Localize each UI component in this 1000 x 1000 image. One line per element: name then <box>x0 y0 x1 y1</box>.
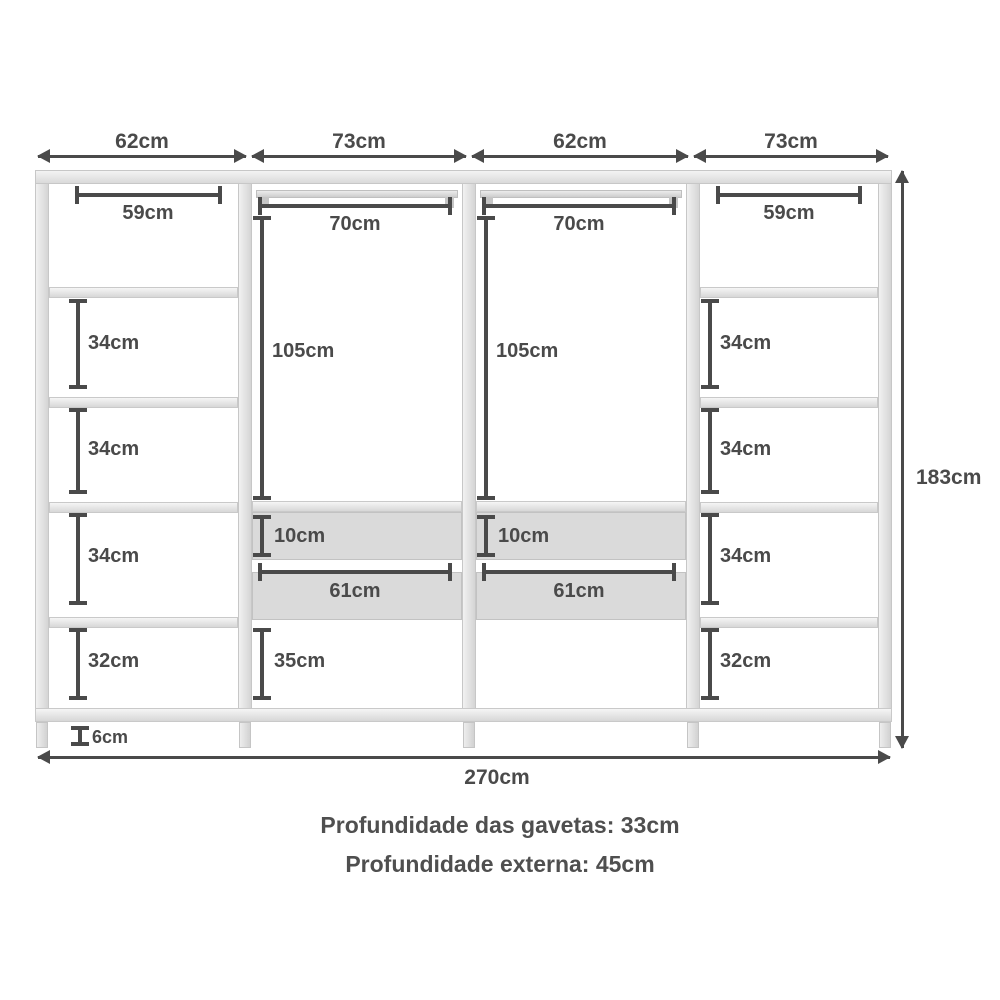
dim-bar-col1-gap4 <box>76 628 80 700</box>
dim-bar-col4-gap3 <box>708 513 712 605</box>
shelf <box>49 617 238 628</box>
note-drawer-depth: Profundidade das gavetas: 33cm <box>320 812 680 838</box>
dim-label-col1-gap2: 34cm <box>88 438 140 460</box>
dim-label-col4-gap2: 34cm <box>720 438 772 460</box>
shelf <box>49 397 238 408</box>
dim-label-col2-below-drawer: 35cm <box>274 650 326 672</box>
bottom-shelf <box>35 708 892 722</box>
dim-label-col2-drawer-front: 10cm <box>274 525 326 547</box>
shelf <box>49 287 238 298</box>
dim-arrow-section3-width <box>472 155 688 158</box>
dim-arrow-total-width <box>38 756 890 759</box>
leg <box>879 722 891 748</box>
dim-bar-col4-gap4 <box>708 628 712 700</box>
dim-label-col3-hanging-height: 105cm <box>496 340 559 362</box>
dim-bar-col2-drawer-front <box>260 515 264 557</box>
post-divider-1 <box>238 183 252 722</box>
dim-bar-col1-gap2 <box>76 408 80 494</box>
dim-label-col4-gap3: 34cm <box>720 545 772 567</box>
dim-bar-col1-gap1 <box>76 299 80 389</box>
dim-label-col2-drawer-width: 61cm <box>329 580 381 602</box>
shelf <box>700 502 878 513</box>
shelf <box>700 397 878 408</box>
dim-label-col3-drawer-width: 61cm <box>553 580 605 602</box>
dim-label-total-height: 183cm <box>916 466 982 489</box>
shelf <box>49 502 238 513</box>
leg <box>463 722 475 748</box>
dim-bar-col1-gap3 <box>76 513 80 605</box>
dim-bar-col3-drawer-width <box>482 570 676 574</box>
hanging-rod <box>256 190 458 198</box>
shelf <box>700 617 878 628</box>
dim-label-col1-gap3: 34cm <box>88 545 140 567</box>
dim-label-section2-width: 73cm <box>332 130 386 153</box>
dim-label-col3-drawer-front: 10cm <box>498 525 550 547</box>
dim-bar-col4-gap2 <box>708 408 712 494</box>
dim-label-total-width: 270cm <box>464 766 530 789</box>
dim-label-col1-gap4: 32cm <box>88 650 140 672</box>
dim-label-col4-gap1: 34cm <box>720 332 772 354</box>
dim-bar-col4-gap1 <box>708 299 712 389</box>
dim-arrow-total-height <box>901 171 904 748</box>
leg <box>239 722 251 748</box>
dim-label-col2-rod-width: 70cm <box>329 213 381 235</box>
drawer-top-shelf <box>252 501 462 512</box>
dim-bar-col2-below-drawer <box>260 628 264 700</box>
post-divider-3 <box>686 183 700 722</box>
dim-label-section1-width: 62cm <box>115 130 169 153</box>
dim-bar-col3-drawer-front <box>484 515 488 557</box>
dim-bar-col1-inner-width <box>75 193 222 197</box>
dim-bar-col2-rod-width <box>258 204 452 208</box>
dim-arrow-section1-width <box>38 155 246 158</box>
shelf <box>700 287 878 298</box>
note-external-depth: Profundidade externa: 45cm <box>345 851 655 877</box>
dim-bar-col3-hanging-height <box>484 216 488 500</box>
post-right <box>878 183 892 722</box>
dim-label-col1-gap1: 34cm <box>88 332 140 354</box>
dim-arrow-section2-width <box>252 155 466 158</box>
top-beam <box>35 170 892 184</box>
leg <box>687 722 699 748</box>
dim-arrow-section4-width <box>694 155 888 158</box>
dim-label-section3-width: 62cm <box>553 130 607 153</box>
dim-label-col3-rod-width: 70cm <box>553 213 605 235</box>
dim-label-section4-width: 73cm <box>764 130 818 153</box>
leg <box>36 722 48 748</box>
dim-bar-col2-drawer-width <box>258 570 452 574</box>
dim-label-col2-hanging-height: 105cm <box>272 340 335 362</box>
dim-bar-col3-rod-width <box>482 204 676 208</box>
drawer-top-shelf <box>476 501 686 512</box>
hanging-rod <box>480 190 682 198</box>
post-divider-2 <box>462 183 476 722</box>
dim-bar-leg-height <box>78 726 82 746</box>
dim-label-col4-inner-width: 59cm <box>763 202 815 224</box>
dim-bar-col4-inner-width <box>716 193 862 197</box>
dim-label-col4-gap4: 32cm <box>720 650 772 672</box>
post-left <box>35 183 49 722</box>
dim-label-col1-inner-width: 59cm <box>122 202 174 224</box>
dim-label-leg-height: 6cm <box>92 727 129 747</box>
dim-bar-col2-hanging-height <box>260 216 264 500</box>
